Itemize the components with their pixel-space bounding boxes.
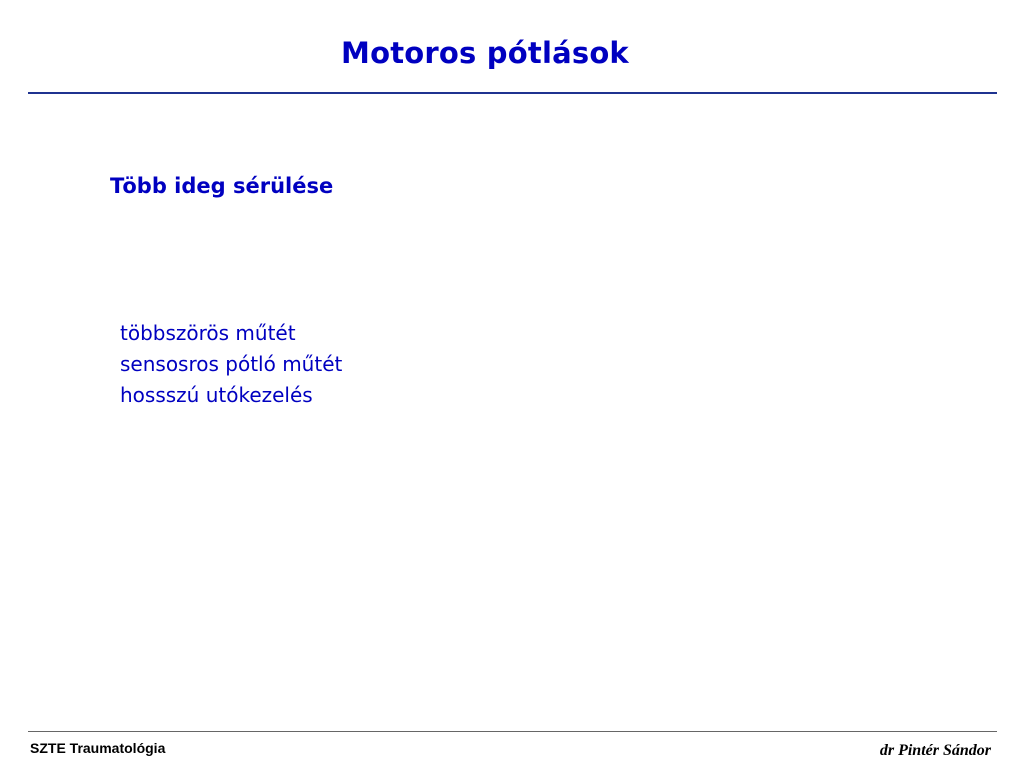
list-item: sensosros pótló műtét <box>120 352 343 376</box>
slide-subtitle: Több ideg sérülése <box>110 174 334 198</box>
title-divider <box>28 92 997 94</box>
slide-title: Motoros pótlások <box>341 36 629 70</box>
footer-divider <box>28 731 997 732</box>
list-item: többszörös műtét <box>120 321 296 345</box>
list-item: hossszú utókezelés <box>120 383 313 407</box>
footer-institution: SZTE Traumatológia <box>30 740 166 756</box>
bullet-list <box>120 318 342 411</box>
footer-author: dr Pintér Sándor <box>879 742 991 759</box>
